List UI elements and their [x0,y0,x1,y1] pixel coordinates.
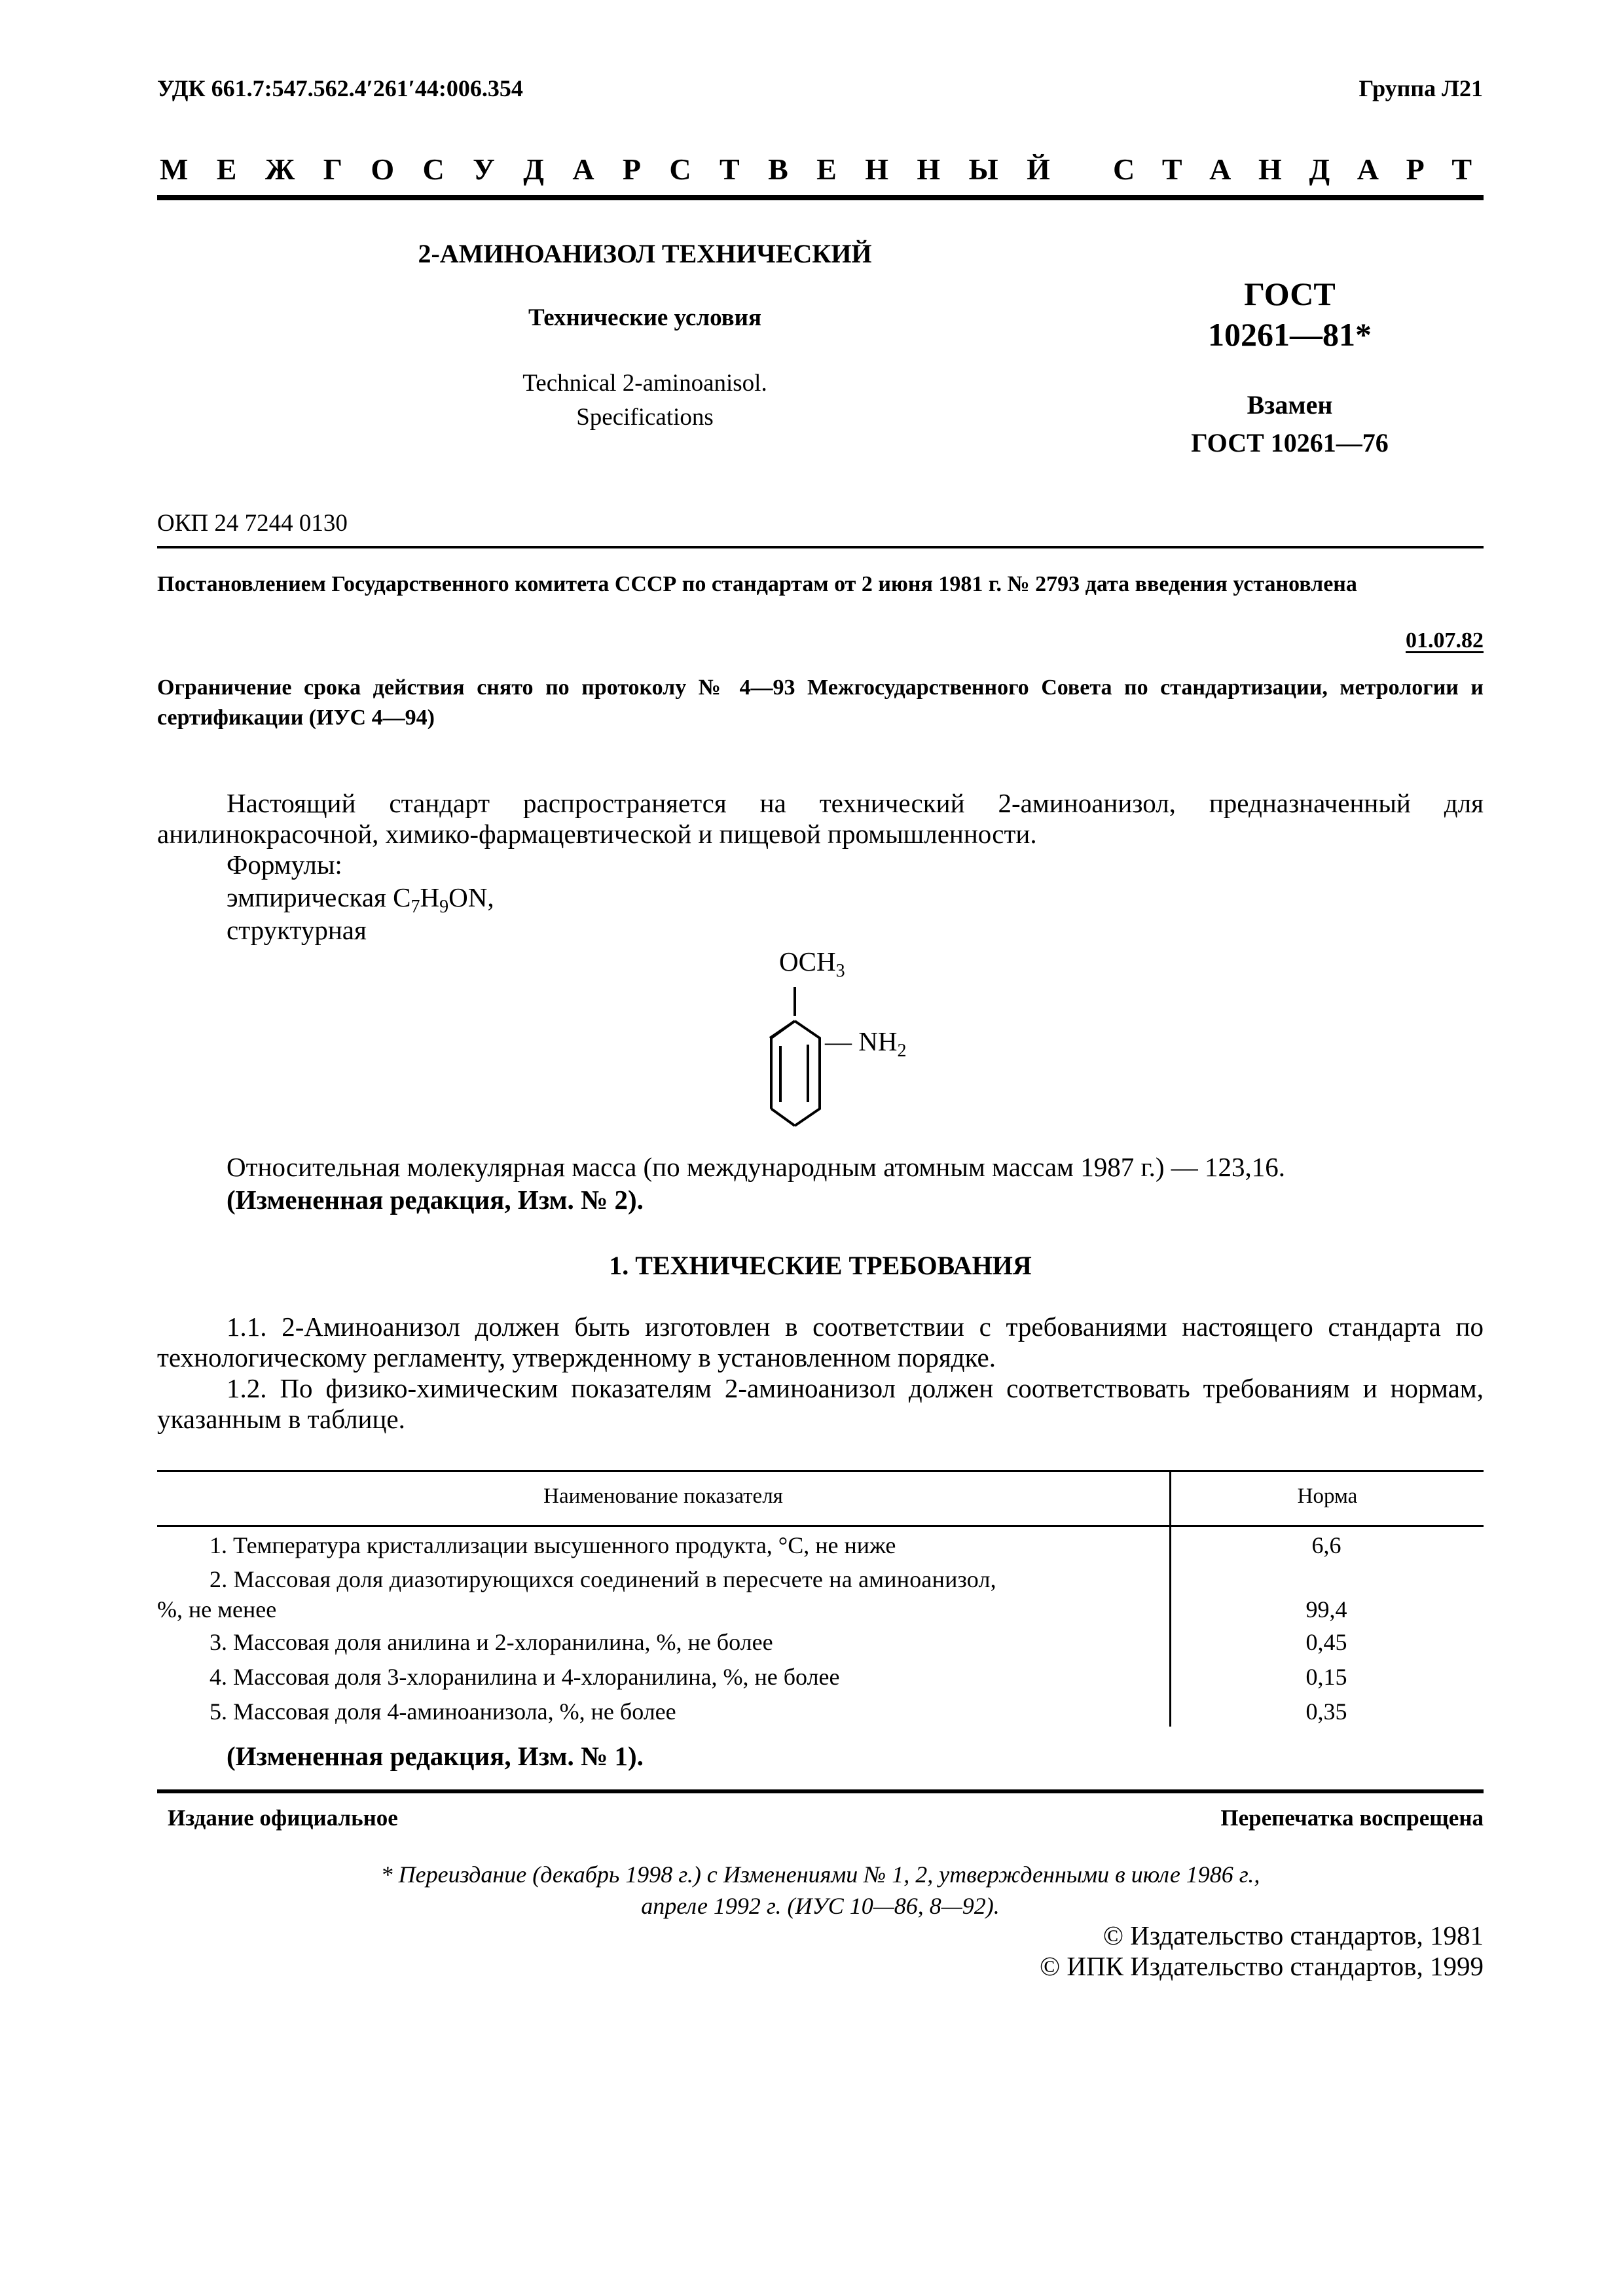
row-norm: 0,15 [1305,1664,1347,1690]
replaces-block: Взамен ГОСТ 10261—76 [1191,390,1389,457]
table-top-rule [157,1470,1484,1472]
okp-code: ОКП 24 7244 0130 [157,510,348,537]
banner-interstate: М Е Ж Г О С У Д А Р С Т В Е Н Н Ы Й [160,152,1050,186]
row-name: 2. Массовая доля диазотирующихся соединений в пересчете на аминоанизол, [210,1566,996,1592]
table-header-name: Наименование показателя [543,1484,783,1508]
header-rule [157,195,1484,200]
paragraph-1-1: 1.1. 2-Аминоанизол должен быть изготовлен в соответствии с требованиями настоящего стандарта по технологическому регламенту, утвержденному в установленном порядке. [157,1312,1484,1372]
group-code: Группа Л21 [1359,75,1483,101]
intro-paragraph: Настоящий стандарт распространяется на технический 2-аминоанизол, предназначенный для анилинокрасочной, химико-фармацевтической и пищевой промышленности. [157,788,1484,849]
formulas-label: Формулы: [227,850,342,880]
row-name: 4. Массовая доля 3-хлоранилина и 4-хлоранилина, %, не более [210,1664,840,1690]
revision-note-1: (Измененная редакция, Изм. № 1). [227,1741,644,1771]
row-norm: 6,6 [1311,1532,1341,1558]
decree-text: Постановлением Государственного комитета СССР по стандартам от 2 июня 1981 г. № 2793 дата введения установлена [157,572,1357,596]
molar-mass: Относительная молекулярная масса (по международным атомным массам 1987 г.) — 123,16. [227,1152,1286,1182]
official-edition: Издание официальное [168,1805,398,1831]
footer-rule [157,1789,1484,1793]
row-name: 5. Массовая доля 4-аминоанизола, %, не более [210,1698,676,1725]
banner-standard: С Т А Н Д А Р Т [1113,152,1472,186]
row-name: 3. Массовая доля анилина и 2-хлоранилина, %, не более [210,1629,773,1655]
udk-code: УДК 661.7:547.562.4′261′44:006.354 [157,75,523,101]
document-subtitle: Технические условия [528,304,761,331]
table-row [157,1628,1484,1663]
table-header-norm: Норма [1297,1484,1358,1508]
paragraph-1-2: 1.2. По физико-химическим показателям 2-аминоанизол должен соответствовать требованиям и нормам, указанным в таблице. [157,1373,1484,1434]
section-heading: 1. ТЕХНИЧЕСКИЕ ТРЕБОВАНИЯ [609,1251,1032,1280]
table-header-rule [157,1525,1484,1527]
document-title: 2-АМИНОАНИЗОЛ ТЕХНИЧЕСКИЙ [418,239,872,268]
table-row [157,1698,1484,1732]
english-title: Technical 2-aminoanisol. Specifications [522,370,767,431]
table-row [157,1663,1484,1698]
row-norm: 0,35 [1305,1698,1347,1725]
introduction-date: 01.07.82 [1406,628,1484,653]
empirical-formula: эмпирическая $C_7H_9ON$, [227,882,494,918]
row-norm: 99,4 [1305,1596,1347,1623]
table-body [157,1532,1484,1732]
limit-removed-text: Ограничение срока действия снято по протоколу № 4—93 Межгосударственного Совета по стандартизации, метрологии и сертификации (ИУС 4—94) [157,675,1484,730]
copyright-block: © Издательство стандартов, 1981 © ИПК Издательство стандартов, 1999 [1039,1920,1484,1981]
structural-label: структурная [227,915,367,945]
revision-note-2: (Измененная редакция, Изм. № 2). [227,1185,644,1215]
nh2-group: — $NH_2$ [825,1026,907,1062]
gost-number-block: ГОСТ 10261—81* [1208,276,1372,353]
reissue-note: * Переиздание (декабрь 1998 г.) с Изменениями № 1, 2, утвержденными в июле 1986 г., апреле 1992 г. (ИУС 10—86, 8—92). [380,1861,1260,1919]
row-name-continued: %, не менее [157,1596,277,1623]
och3-group: $OCH_3$ [779,946,845,982]
row-norm: 0,45 [1305,1629,1347,1655]
okp-rule [157,546,1484,548]
table-row [157,1532,1484,1566]
benzene-ring-structure [740,982,825,1152]
row-name: 1. Температура кристаллизации высушенного продукта, °С, не ниже [210,1532,896,1558]
table-row [157,1566,1484,1628]
reprint-prohibited: Перепечатка воспрещена [1220,1805,1484,1831]
